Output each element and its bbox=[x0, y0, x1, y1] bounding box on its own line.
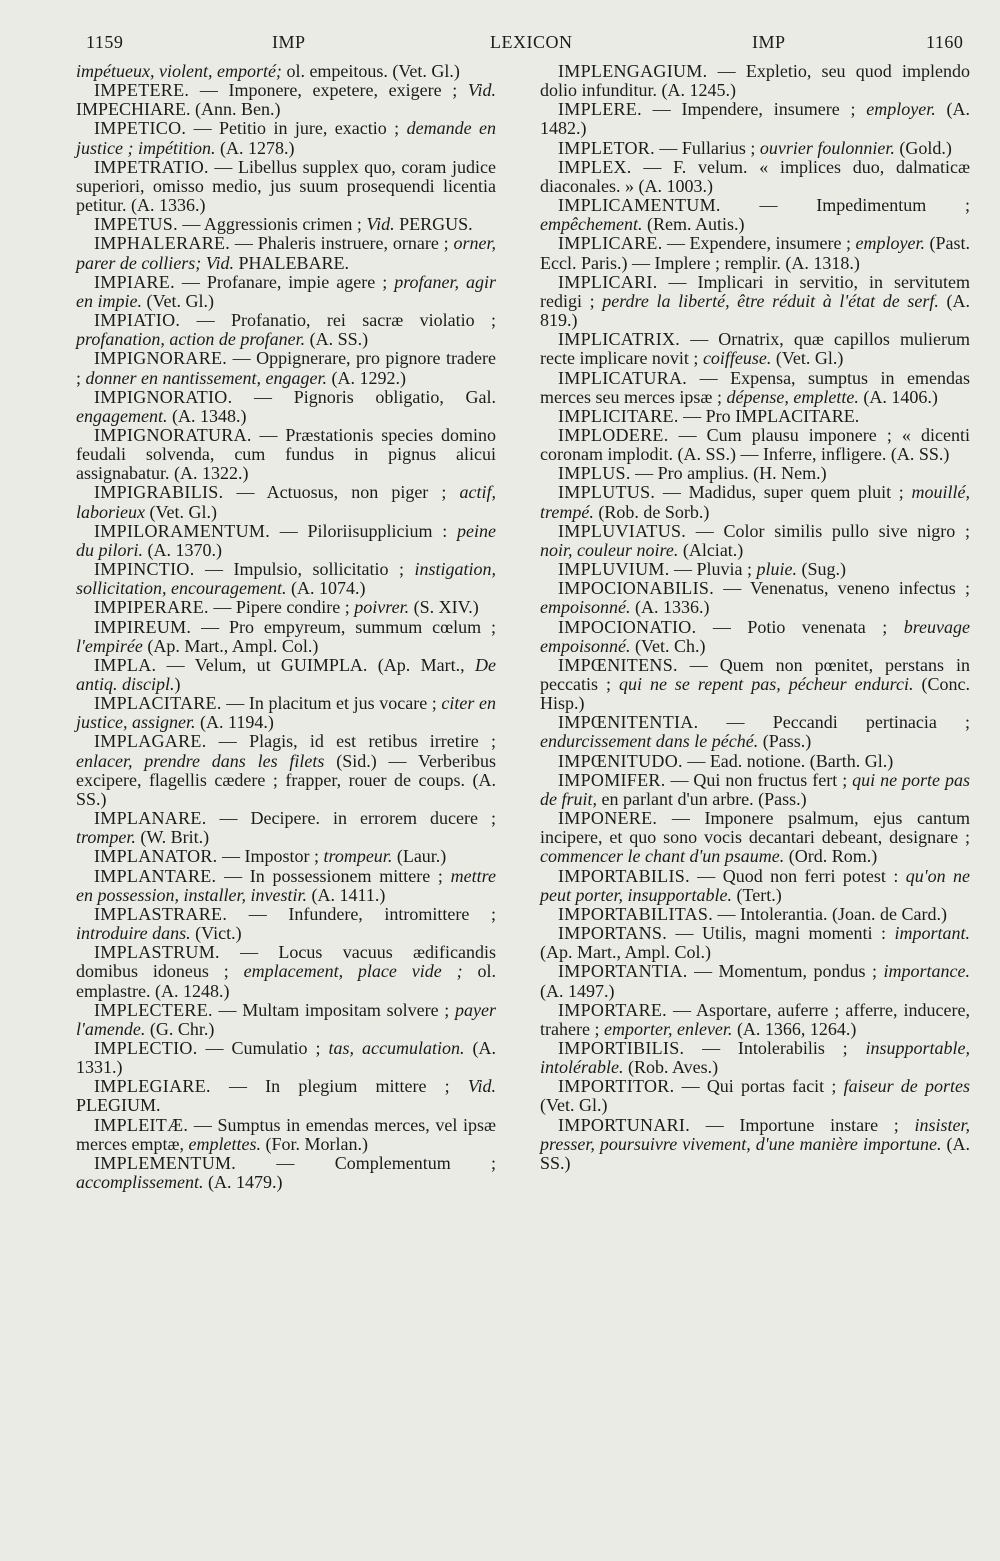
entry-french-gloss: introduire dans. bbox=[76, 923, 191, 944]
dictionary-entry bbox=[540, 1039, 970, 1077]
entry-headword: IMPLUVIUM. bbox=[558, 559, 670, 580]
entry-headword: IMPETERE. bbox=[94, 80, 190, 101]
entry-source: PERGUS. bbox=[394, 214, 473, 235]
dictionary-entry bbox=[540, 924, 970, 962]
entry-definition: — Venenatus, veneno infectus ; bbox=[714, 578, 970, 599]
entry-headword: IMPOCIONABILIS. bbox=[558, 578, 715, 599]
entry-french-gloss: commencer le chant d'un psaume. bbox=[540, 846, 785, 867]
entry-definition: — Præstationis species domino feudali solvenda, cum fundus in pignus alicui assignabatur. bbox=[76, 424, 496, 484]
dictionary-entry bbox=[76, 867, 496, 905]
entry-headword: IMPETICO. bbox=[94, 118, 187, 139]
entry-source: (Past. Eccl. Paris.) — Implere ; remplir. (A. 1318.) bbox=[540, 233, 971, 273]
entry-headword: IMPLANTARE. bbox=[94, 865, 217, 886]
entry-source: (Rob. de Sorb.) bbox=[593, 501, 710, 522]
entry-definition: — Cum plausu imponere ; « dicenti coronam implodit. (A. SS.) — Inferre, infligere. bbox=[540, 424, 970, 465]
dictionary-entry bbox=[540, 1077, 970, 1115]
entry-definition: — Decipere. in errorem ducere ; bbox=[206, 808, 496, 829]
entry-headword: IMPOCIONATIO. bbox=[558, 616, 697, 637]
entry-french-gloss: poivrer. bbox=[354, 597, 410, 618]
entry-definition: — Ead. notione. bbox=[682, 750, 810, 771]
entry-definition: — In placitum et jus vocare ; bbox=[221, 693, 442, 714]
entry-french-gloss: trompeur. bbox=[323, 846, 393, 867]
dictionary-entry bbox=[540, 618, 970, 656]
entry-french-gloss: actif, laborieux bbox=[76, 482, 496, 522]
entry-source: (Tert.) bbox=[732, 884, 782, 905]
entry-french-gloss: mettre en possession, installer, investir. bbox=[76, 865, 496, 905]
right-column bbox=[540, 62, 970, 1173]
entry-definition: — Profanare, impie agere ; bbox=[174, 271, 395, 292]
entry-french-gloss: profaner, agir en impie. bbox=[76, 271, 497, 311]
entry-french-gloss: donner en nantissement, engager. bbox=[85, 367, 327, 388]
entry-french-gloss: noir, couleur noire. bbox=[540, 539, 679, 560]
entry-french-gloss: peine du pilori. bbox=[76, 520, 496, 560]
dictionary-entry bbox=[540, 369, 970, 407]
dictionary-entry bbox=[76, 1116, 496, 1154]
entry-french-gloss: insupportable, intolérable. bbox=[540, 1037, 970, 1078]
entry-definition: — Peccandi pertinacia ; bbox=[698, 712, 970, 733]
entry-french-gloss: citer en justice, assigner. bbox=[76, 693, 496, 733]
dictionary-entry bbox=[76, 234, 496, 272]
entry-source: (A. 1348.) bbox=[167, 405, 247, 426]
entry-headword: IMPIPERARE. bbox=[94, 597, 209, 618]
entry-french-gloss: employer. bbox=[866, 99, 936, 120]
entry-headword: IMPLASTRUM. bbox=[94, 942, 220, 963]
entry-definition: — Impostor ; bbox=[217, 846, 324, 867]
entry-definition: — Madidus, super quem pluit ; bbox=[655, 482, 912, 503]
entry-french-gloss: payer l'amende. bbox=[76, 999, 496, 1039]
entry-definition: — In plegium mittere ; bbox=[210, 1076, 468, 1097]
entry-source: (Conc. Hisp.) bbox=[540, 674, 970, 714]
entry-headword: IMPLICITARE. bbox=[558, 405, 679, 426]
entry-source: (Rob. Aves.) bbox=[623, 1057, 719, 1078]
entry-definition: — Imponere psalmum, ejus cantum incipere, et quo sono vocis decantari debeant, designare ; bbox=[540, 808, 970, 848]
entry-definition: — Utilis, magni momenti : bbox=[667, 923, 895, 944]
entry-french-gloss: insister, presser, poursuivre vivement, d'une manière importune. bbox=[540, 1114, 970, 1154]
entry-definition: — Fullarius ; bbox=[654, 137, 760, 158]
dictionary-entry bbox=[540, 962, 970, 1000]
entry-french-gloss: dépense, emplette. bbox=[726, 386, 859, 407]
entry-source: PHALEBARE. bbox=[233, 252, 349, 273]
entry-definition: — Quem non pœnitet, perstans in peccatis ; bbox=[540, 654, 970, 694]
entry-french-gloss: De antiq. discipl. bbox=[76, 654, 496, 694]
entry-definition: — Petitio in jure, exactio ; bbox=[186, 118, 407, 139]
dictionary-entry bbox=[76, 1001, 496, 1039]
dictionary-entry bbox=[540, 867, 970, 905]
entry-source: (A. 1406.) bbox=[858, 386, 938, 407]
entry-definition: — Infundere, intromittere ; bbox=[227, 903, 496, 924]
entry-definition: — Momentum, pondus ; bbox=[687, 961, 884, 982]
entry-source: (A. 1292.) bbox=[326, 367, 406, 388]
entry-french-gloss: important. bbox=[894, 923, 970, 944]
entry-headword: IMPORTITOR. bbox=[558, 1076, 675, 1097]
entry-headword: IMPLEGIARE. bbox=[94, 1076, 211, 1097]
entry-definition: — Plagis, id est retibus irretire ; bbox=[206, 731, 496, 752]
entry-headword: IMPILORAMENTUM. bbox=[94, 520, 271, 541]
entry-headword: IMPŒNITUDO. bbox=[558, 750, 683, 771]
entry-definition: — Pignoris obligatio, Gal. bbox=[232, 386, 496, 407]
entry-source: (G. Chr.) bbox=[145, 1018, 215, 1039]
entry-french-gloss: Vid. bbox=[467, 1076, 496, 1097]
entry-headword: IMPIGNORARE. bbox=[94, 348, 228, 369]
dictionary-entry bbox=[76, 560, 496, 598]
entry-headword: IMPINCTIO. bbox=[94, 559, 195, 580]
entry-headword: IMPIARE. bbox=[94, 271, 175, 292]
entry-source: (S. XIV.) bbox=[409, 597, 479, 618]
entry-definition: — Impulsio, sollicitatio ; bbox=[194, 559, 415, 580]
entry-source: (H. Nem.) bbox=[753, 463, 827, 484]
page-number-right: 1160 bbox=[926, 32, 964, 52]
entry-french-gloss: Vid. bbox=[366, 214, 395, 235]
entry-source: (For. Morlan.) bbox=[260, 1133, 368, 1154]
dictionary-entry bbox=[540, 656, 970, 713]
entry-definition: — F. velum. « implices duo, dalmaticæ diaconales. » bbox=[540, 156, 970, 196]
entry-headword: IMPLETOR. bbox=[558, 137, 655, 158]
entry-source: (Ap. Mart., Ampl. Col.) bbox=[540, 942, 711, 963]
dictionary-entry bbox=[76, 732, 496, 809]
entry-source: (Vet. Gl.) bbox=[771, 348, 844, 369]
entry-source: (Rem. Autis.) bbox=[642, 214, 745, 235]
dictionary-entry bbox=[76, 426, 496, 483]
entry-source: (A. SS.) bbox=[305, 329, 369, 350]
entry-definition: — Sumptus in emendas merces, vel ipsæ merces emptæ, bbox=[76, 1114, 496, 1154]
entry-headword: IMPLICATRIX. bbox=[558, 329, 681, 350]
entry-french-gloss: tromper. bbox=[76, 827, 136, 848]
dictionary-entry bbox=[76, 158, 496, 215]
entry-definition: — Intolerabilis ; bbox=[684, 1037, 866, 1058]
entry-headword: IMPLAGARE. bbox=[94, 731, 207, 752]
entry-french-gloss: enlacer, prendre dans les filets bbox=[76, 750, 325, 771]
dictionary-entry bbox=[540, 1001, 970, 1039]
entry-headword: IMPLODERE. bbox=[558, 424, 669, 445]
entry-headword: IMPŒNITENTIA. bbox=[558, 712, 699, 733]
entry-definition: — Multam impositam solvere ; bbox=[212, 999, 456, 1020]
entry-headword: IMPETUS. bbox=[94, 214, 178, 235]
entry-french-gloss: empoisonné. bbox=[540, 597, 631, 618]
entry-source: ) bbox=[174, 674, 181, 694]
running-title: LEXICON bbox=[490, 32, 573, 52]
dictionary-entry bbox=[76, 809, 496, 847]
entry-headword: IMPONERE. bbox=[558, 808, 658, 829]
entry-french-gloss: accomplissement. bbox=[76, 1172, 204, 1193]
entry-definition: — Asportare, auferre ; afferre, inducere, trahere ; bbox=[540, 999, 970, 1039]
dictionary-entry bbox=[76, 62, 496, 81]
entry-headword: IMPORTANS. bbox=[558, 923, 667, 944]
dictionary-entry bbox=[76, 847, 496, 866]
entry-headword: IMPLUVIATUS. bbox=[558, 520, 687, 541]
entry-source: (A. 1331.) bbox=[76, 1037, 496, 1078]
entry-source: (Sug.) bbox=[797, 559, 847, 580]
entry-french-gloss: pluie. bbox=[756, 559, 798, 580]
entry-french-gloss: demande en justice ; impétition. bbox=[76, 118, 496, 158]
entry-source: (A. SS.) bbox=[890, 444, 950, 465]
entry-headword: IMPLASTRARE. bbox=[94, 903, 228, 924]
dictionary-entry bbox=[76, 1039, 496, 1077]
entry-source: (A. SS.) bbox=[540, 1133, 970, 1173]
entry-source: (Ap. Mart., Ampl. Col.) bbox=[142, 635, 319, 656]
entry-french-gloss: orner, parer de colliers; Vid. bbox=[76, 233, 496, 273]
entry-headword: IMPLEMENTUM. bbox=[94, 1152, 237, 1173]
entry-definition: — Complementum ; bbox=[236, 1152, 496, 1173]
entry-source: (A. 1336.) bbox=[126, 195, 206, 216]
entry-definition: — Actuosus, non piger ; bbox=[223, 482, 460, 503]
dictionary-entry bbox=[540, 234, 970, 272]
entry-source: (Joan. de Card.) bbox=[832, 903, 947, 924]
dictionary-entry bbox=[540, 905, 970, 924]
dictionary-entry bbox=[76, 1154, 496, 1192]
dictionary-entry bbox=[76, 483, 496, 521]
entry-source: (Laur.) bbox=[392, 846, 447, 867]
dictionary-entry bbox=[540, 713, 970, 751]
entry-source: (A. 1245.) bbox=[657, 80, 736, 101]
entry-french-gloss: l'empirée bbox=[76, 635, 143, 656]
dictionary-entry bbox=[540, 100, 970, 138]
entry-french-gloss: employer. bbox=[855, 233, 925, 254]
entry-definition: — Color similis pullo sive nigro ; bbox=[686, 520, 970, 541]
dictionary-entry bbox=[76, 522, 496, 560]
entry-source: (Gold.) bbox=[894, 137, 952, 158]
entry-definition: — Impendere, insumere ; bbox=[641, 99, 867, 120]
entry-french-gloss: ouvrier foulonnier. bbox=[759, 137, 895, 158]
entry-definition: — Expendere, insumere ; bbox=[662, 233, 856, 254]
dictionary-entry bbox=[76, 215, 496, 234]
entry-source: (A. 1278.) bbox=[215, 137, 295, 158]
entry-source: (Vict.) bbox=[190, 923, 242, 944]
entry-definition: — Aggressionis crimen ; bbox=[177, 214, 367, 235]
entry-source: (A. 1497.) bbox=[540, 980, 615, 1001]
entry-source: en parlant d'un arbre. (Pass.) bbox=[597, 788, 807, 809]
entry-source: PLEGIUM. bbox=[76, 1095, 161, 1116]
entry-french-gloss: qui ne se repent pas, pécheur endurci. bbox=[618, 674, 914, 694]
entry-source: (A. 1482.) bbox=[540, 99, 971, 139]
entry-headword: IMPLECTIO. bbox=[94, 1037, 198, 1058]
entry-headword: IMPLICAMENTUM. bbox=[558, 195, 721, 216]
entry-headword: IMPHALERARE. bbox=[94, 233, 231, 254]
entry-source: (Vet. Gl.) bbox=[145, 501, 217, 522]
entry-source: (Vet. Gl.) bbox=[540, 1095, 608, 1116]
entry-source: IMPECHIARE. (Ann. Ben.) bbox=[76, 99, 281, 120]
entry-french-gloss: endurcissement dans le péché. bbox=[540, 731, 759, 752]
entry-definition: — Cumulatio ; bbox=[197, 1037, 329, 1058]
entry-definition: — Intolerantia. bbox=[713, 903, 833, 924]
entry-french-gloss: faiseur de portes bbox=[843, 1076, 970, 1097]
dictionary-entry bbox=[540, 522, 970, 560]
dictionary-entry bbox=[540, 273, 970, 330]
entry-definition: — Qui non fructus fert ; bbox=[665, 769, 853, 790]
entry-definition: — Pro amplius. bbox=[630, 463, 754, 484]
entry-source: ol. empeitous. (Vet. Gl.) bbox=[281, 61, 460, 81]
entry-source: (A. 1366, 1264.) bbox=[732, 1018, 857, 1039]
entry-source: (A. 1322.) bbox=[169, 463, 249, 484]
entry-definition: — Pro empyreum, summum cœlum ; bbox=[191, 616, 496, 637]
entry-headword: IMPLEITÆ. bbox=[94, 1114, 189, 1135]
entry-definition: — Importune instare ; bbox=[690, 1114, 915, 1135]
running-headword-left: IMP bbox=[272, 32, 306, 52]
entry-source: (Ord. Rom.) bbox=[784, 846, 878, 867]
dictionary-entry bbox=[76, 943, 496, 1000]
entry-source: (A. 1003.) bbox=[633, 175, 713, 196]
entry-definition: — Profanatio, rei sacræ violatio ; bbox=[180, 310, 496, 331]
dictionary-entry bbox=[76, 618, 496, 656]
dictionary-entry bbox=[540, 139, 970, 158]
dictionary-entry bbox=[76, 694, 496, 732]
entry-headword: IMPLICARI. bbox=[558, 271, 658, 292]
dictionary-entry bbox=[76, 388, 496, 426]
dictionary-entry bbox=[540, 483, 970, 521]
entry-french-gloss: emplettes. bbox=[188, 1133, 261, 1154]
entry-source: (A. 1370.) bbox=[143, 539, 223, 560]
entry-source: (W. Brit.) bbox=[135, 827, 210, 848]
dictionary-entry bbox=[540, 560, 970, 579]
entry-french-gloss: tas, accumulation. bbox=[328, 1037, 465, 1058]
entry-source: (A. 1479.) bbox=[203, 1172, 283, 1193]
running-header bbox=[0, 32, 1000, 56]
dictionary-entry bbox=[540, 196, 970, 234]
entry-headword: IMPLEX. bbox=[558, 156, 632, 177]
entry-french-gloss: empêchement. bbox=[540, 214, 643, 235]
entry-definition: — Piloriisupplicium : bbox=[270, 520, 458, 541]
entry-source: (A. 1194.) bbox=[195, 712, 274, 733]
entry-headword: IMPIGRABILIS. bbox=[94, 482, 224, 503]
dictionary-entry bbox=[76, 656, 496, 694]
entry-source: (Alciat.) bbox=[678, 539, 744, 560]
left-column bbox=[76, 62, 496, 1192]
entry-definition: — Expletio, seu quod implendo dolio infunditur. bbox=[540, 61, 970, 101]
entry-source: (Vet. Gl.) bbox=[141, 290, 214, 311]
dictionary-entry bbox=[76, 119, 496, 157]
entry-definition: — Pro IMPLACITARE. bbox=[678, 405, 860, 426]
entry-headword: IMPLACITARE. bbox=[94, 693, 222, 714]
entry-definition: — Qui portas facit ; bbox=[674, 1076, 844, 1097]
entry-headword: IMPLERE. bbox=[558, 99, 642, 120]
dictionary-entry bbox=[540, 579, 970, 617]
entry-source: (Sid.) — Verberibus excipere, flagellis cædere ; frapper, rouer de coups. (A. SS.) bbox=[76, 750, 496, 809]
entry-french-gloss: emporter, enlever. bbox=[603, 1018, 733, 1039]
entry-source: ol. emplastre. (A. 1248.) bbox=[76, 961, 496, 1001]
dictionary-entry bbox=[540, 809, 970, 866]
entry-source: (A. 1336.) bbox=[630, 597, 710, 618]
entry-headword: IMPIREUM. bbox=[94, 616, 192, 637]
dictionary-entry bbox=[76, 273, 496, 311]
entry-french-gloss: engagement. bbox=[76, 405, 168, 426]
entry-definition: — Phaleris instruere, ornare ; bbox=[230, 233, 454, 254]
running-headword-right: IMP bbox=[752, 32, 786, 52]
dictionary-entry bbox=[540, 62, 970, 100]
dictionary-entry bbox=[540, 330, 970, 368]
entry-french-gloss: qui ne porte pas de fruit, bbox=[540, 769, 970, 809]
entry-french-gloss: perdre la liberté, être réduit à l'état de serf. bbox=[602, 290, 939, 311]
entry-headword: IMPLUS. bbox=[558, 463, 631, 484]
entry-source: (A. 819.) bbox=[540, 290, 970, 331]
entry-headword: IMPLA. bbox=[94, 654, 157, 675]
dictionary-entry bbox=[76, 1077, 496, 1115]
entry-definition: — Expensa, sumptus in emendas merces seu merces ipsæ ; bbox=[540, 367, 970, 407]
entry-french-gloss: mouillé, trempé. bbox=[540, 482, 970, 522]
dictionary-entry bbox=[540, 1116, 970, 1173]
entry-headword: IMPLECTERE. bbox=[94, 999, 213, 1020]
dictionary-entry bbox=[76, 311, 496, 349]
entry-french-gloss: profanation, action de profaner. bbox=[76, 329, 306, 350]
entry-headword: IMPŒNITENS. bbox=[558, 654, 678, 675]
entry-source: (Vet. Ch.) bbox=[630, 635, 706, 656]
page-number-left: 1159 bbox=[86, 32, 124, 52]
entry-french-gloss: instigation, sollicitation, encouragement. bbox=[76, 559, 496, 599]
entry-french-gloss: importance. bbox=[883, 961, 970, 982]
entry-headword: IMPORTARE. bbox=[558, 999, 667, 1020]
entry-definition: — Implicari in servitio, in servitutem redigi ; bbox=[540, 271, 970, 311]
entry-headword: IMPORTABILITAS. bbox=[558, 903, 714, 924]
entry-headword: IMPLICATURA. bbox=[558, 367, 688, 388]
entry-headword: IMPORTANTIA. bbox=[558, 961, 688, 982]
entry-source: (Barth. Gl.) bbox=[809, 750, 894, 771]
dictionary-entry bbox=[76, 905, 496, 943]
dictionary-entry bbox=[76, 349, 496, 387]
entry-french-gloss: breuvage empoisonné. bbox=[540, 616, 970, 656]
dictionary-entry bbox=[76, 81, 496, 119]
entry-french-gloss: coiffeuse. bbox=[702, 348, 772, 369]
entry-headword: IMPLANATOR. bbox=[94, 846, 218, 867]
entry-headword: IMPIGNORATIO. bbox=[94, 386, 233, 407]
dictionary-entry bbox=[540, 771, 970, 809]
dictionary-entry bbox=[540, 426, 970, 464]
entry-definition: — Quod non ferri potest : bbox=[689, 865, 906, 886]
entry-french-gloss: impétueux, violent, emporté; bbox=[76, 61, 282, 81]
entry-headword: IMPLICARE. bbox=[558, 233, 663, 254]
entry-headword: IMPOMIFER. bbox=[558, 769, 666, 790]
dictionary-entry bbox=[540, 752, 970, 771]
entry-definition: — Pipere condire ; bbox=[208, 597, 355, 618]
entry-definition: — Velum, ut GUIMPLA. (Ap. Mart., bbox=[156, 654, 475, 675]
entry-french-gloss: emplacement, place vide ; bbox=[243, 961, 463, 982]
entry-headword: IMPORTABILIS. bbox=[558, 865, 690, 886]
entry-french-gloss: qu'on ne peut porter, insupportable. bbox=[540, 865, 971, 905]
entry-definition: — Pluvia ; bbox=[669, 559, 757, 580]
entry-definition: — Impedimentum ; bbox=[720, 195, 970, 216]
dictionary-entry bbox=[540, 464, 970, 483]
entry-definition: — Imponere, expetere, exigere ; bbox=[189, 80, 468, 101]
entry-headword: IMPIGNORATURA. bbox=[94, 424, 252, 445]
entry-headword: IMPORTIBILIS. bbox=[558, 1037, 685, 1058]
entry-source: (A. 1074.) bbox=[286, 578, 366, 599]
entry-source: (Pass.) bbox=[758, 731, 812, 752]
entry-headword: IMPLANARE. bbox=[94, 808, 207, 829]
entry-headword: IMPORTUNARI. bbox=[558, 1114, 691, 1135]
entry-definition: — Oppignerare, pro pignore tradere ; bbox=[76, 348, 496, 388]
entry-source: (A. 1411.) bbox=[307, 884, 386, 905]
dictionary-entry bbox=[76, 598, 496, 617]
dictionary-entry bbox=[540, 407, 970, 426]
entry-definition: — Potio venenata ; bbox=[696, 616, 904, 637]
entry-headword: IMPIATIO. bbox=[94, 310, 181, 331]
entry-definition: — Locus vacuus ædificandis domibus idoneus ; bbox=[76, 942, 496, 982]
dictionary-entry bbox=[540, 158, 970, 196]
entry-headword: IMPETRATIO. bbox=[94, 156, 209, 177]
entry-definition: — In possessionem mittere ; bbox=[216, 865, 451, 886]
entry-definition: — Libellus supplex quo, coram judice superiori, omisso medio, jus suum prosequendi licentia petitur. bbox=[76, 156, 496, 216]
entry-french-gloss: Vid. bbox=[467, 80, 496, 101]
entry-headword: IMPLUTUS. bbox=[558, 482, 656, 503]
entry-headword: IMPLENGAGIUM. bbox=[558, 61, 708, 81]
entry-definition: — Ornatrix, quæ capillos mulierum recte implicare novit ; bbox=[540, 329, 970, 369]
